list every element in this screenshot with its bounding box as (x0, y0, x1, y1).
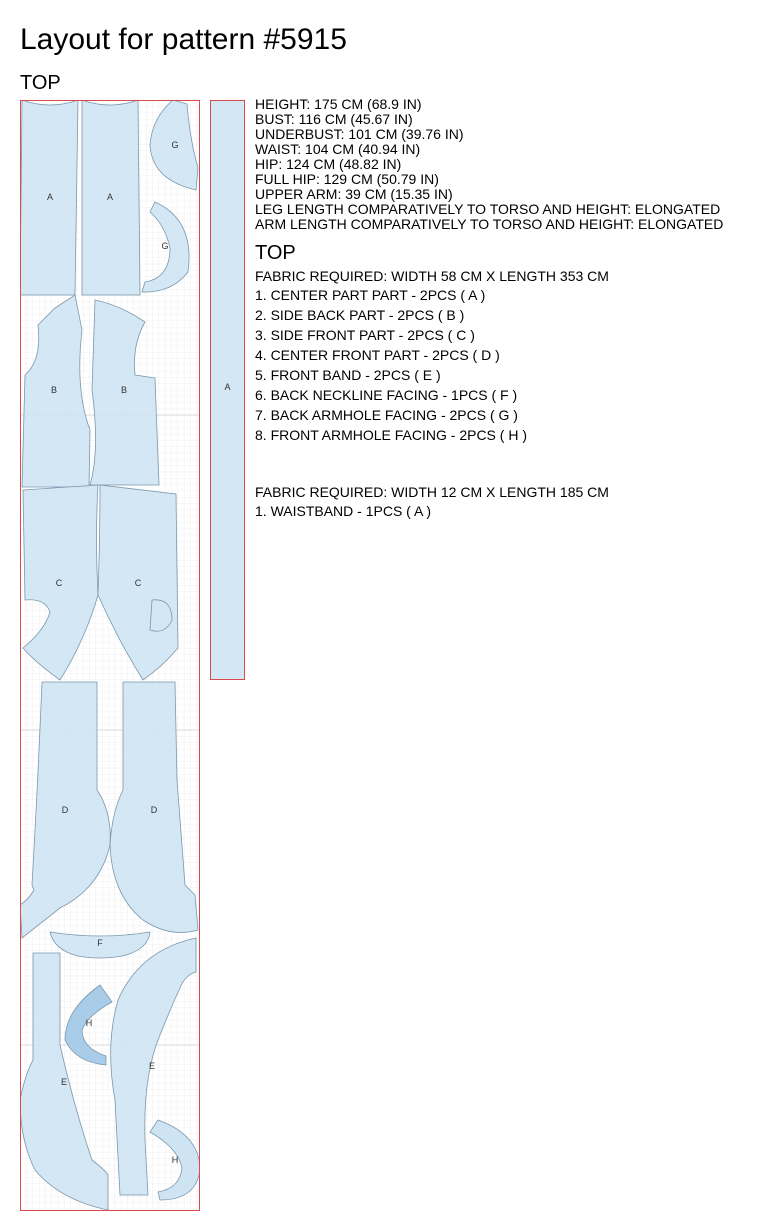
page-title: Layout for pattern #5915 (20, 23, 347, 56)
measurement-waist: WAIST: 104 CM (40.94 IN) (255, 141, 421, 157)
measurement-leg-length: LEG LENGTH COMPARATIVELY TO TORSO AND HEIGHT: ELONGATED (255, 201, 721, 217)
piece-label-h: H (171, 1155, 179, 1165)
piece-label-a: A (106, 192, 114, 202)
top-section-heading: TOP (255, 242, 296, 264)
section-label: TOP (20, 72, 61, 94)
top-fabric-required: FABRIC REQUIRED: WIDTH 58 CM X LENGTH 353 CM (255, 268, 609, 284)
piece-label-c: C (55, 578, 63, 588)
piece-list-item: 7. BACK ARMHOLE FACING - 2PCS ( G ) (255, 407, 518, 423)
piece-label-d: D (61, 805, 69, 815)
piece-label-e: E (148, 1061, 156, 1071)
piece-list-item: 2. SIDE BACK PART - 2PCS ( B ) (255, 307, 465, 323)
measurement-bust: BUST: 116 CM (45.67 IN) (255, 111, 413, 127)
piece-list-item: 3. SIDE FRONT PART - 2PCS ( C ) (255, 327, 475, 343)
measurement-underbust: UNDERBUST: 101 CM (39.76 IN) (255, 126, 464, 142)
piece-label-g: G (161, 241, 169, 251)
piece-label-b: B (120, 385, 128, 395)
piece-label-e: E (60, 1077, 68, 1087)
piece-label-a: A (46, 192, 54, 202)
measurements-list (255, 97, 775, 232)
piece-label-c: C (134, 578, 142, 588)
piece-label-b: B (50, 385, 58, 395)
pattern-info (255, 97, 775, 521)
piece-label-d: D (150, 805, 158, 815)
piece-list-item: 5. FRONT BAND - 2PCS ( E ) (255, 367, 441, 383)
waistband-fabric-layout (210, 100, 245, 680)
waistband-fabric-required: FABRIC REQUIRED: WIDTH 12 CM X LENGTH 185 CM (255, 484, 609, 500)
top-pieces-list (255, 285, 775, 445)
piece-list-item: 1. CENTER PART PART - 2PCS ( A ) (255, 287, 486, 303)
measurement-arm-length: ARM LENGTH COMPARATIVELY TO TORSO AND HEIGHT: ELONGATED (255, 216, 724, 232)
measurement-full-hip: FULL HIP: 129 CM (50.79 IN) (255, 171, 439, 187)
piece-list-item: 6. BACK NECKLINE FACING - 1PCS ( F ) (255, 387, 518, 403)
piece-label-g: G (171, 140, 179, 150)
piece-label-f: F (97, 938, 103, 948)
piece-list-item: 1. WAISTBAND - 1PCS ( A ) (255, 503, 432, 519)
piece-label-h: H (85, 1018, 93, 1028)
measurement-hip: HIP: 124 CM (48.82 IN) (255, 156, 402, 172)
piece-list-item: 4. CENTER FRONT PART - 2PCS ( D ) (255, 347, 500, 363)
piece-label-a: A (224, 382, 231, 392)
piece-list-item: 8. FRONT ARMHOLE FACING - 2PCS ( H ) (255, 427, 528, 443)
top-fabric-layout (20, 100, 200, 1211)
waistband-pieces-list (255, 501, 775, 521)
measurement-height: HEIGHT: 175 CM (68.9 IN) (255, 96, 422, 112)
measurement-upper-arm: UPPER ARM: 39 CM (15.35 IN) (255, 186, 453, 202)
